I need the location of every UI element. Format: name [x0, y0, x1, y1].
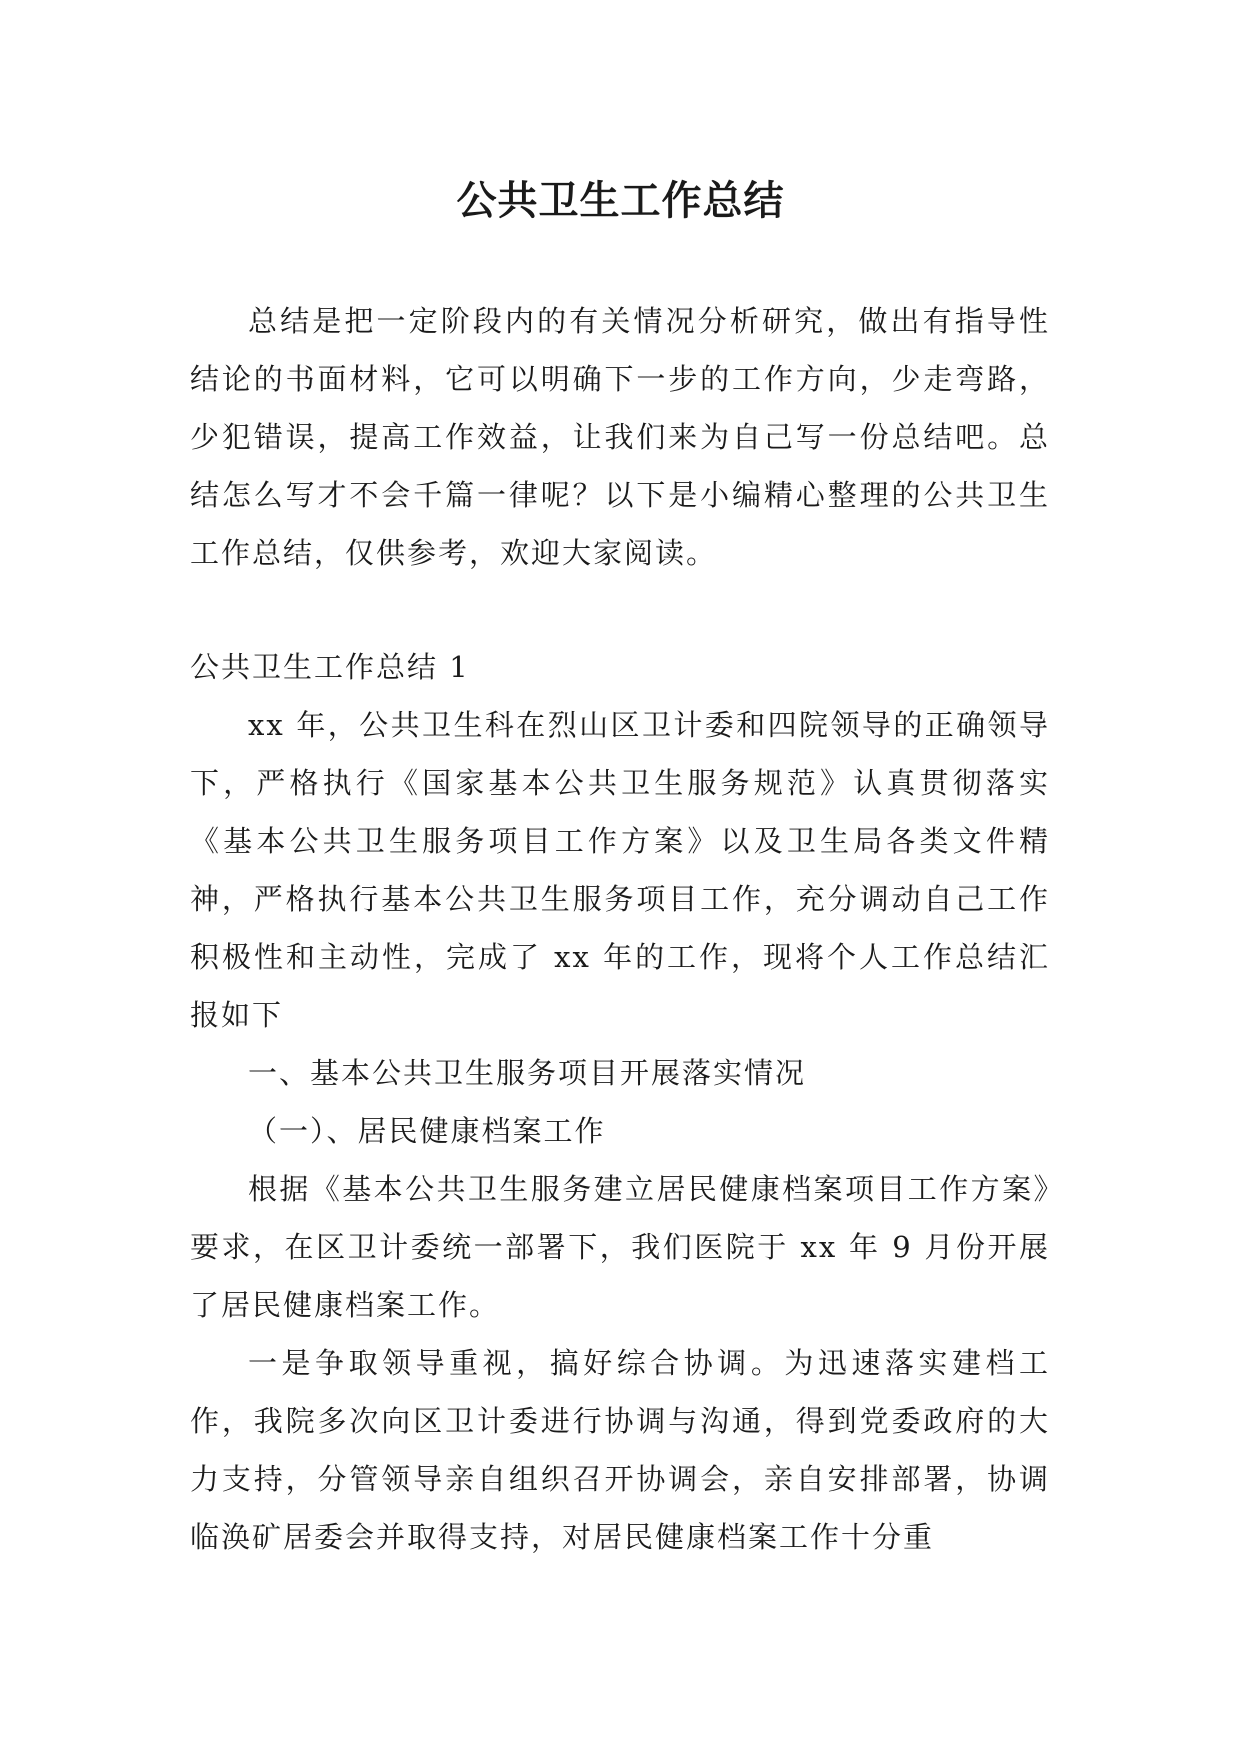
body-paragraph-2: 根据《基本公共卫生服务建立居民健康档案项目工作方案》要求，在区卫计委统一部署下，我们医院于 xx 年 9 月份开展了居民健康档案工作。 — [190, 1172, 1050, 1322]
body-paragraph-1: xx 年，公共卫生科在烈山区卫计委和四院领导的正确领导下，严格执行《国家基本公共卫生服务规范》认真贯彻落实《基本公共卫生服务项目工作方案》以及卫生局各类文件精神，严格执行基本公共卫生服务项目工作，充分调动自己工作积极性和主动性，完成了 xx 年的工作，现将个人工作总结汇报如下 — [190, 708, 1050, 1032]
subheading-2: （一）、居民健康档案工作 — [248, 1114, 606, 1148]
body-paragraph-3: 一是争取领导重视，搞好综合协调。为迅速落实建档工作，我院多次向区卫计委进行协调与沟通，得到党委政府的大力支持，分管领导亲自组织召开协调会，亲自安排部署，协调临涣矿居委会并取得支持，对居民健康档案工作十分重 — [190, 1346, 1050, 1554]
intro-paragraph: 总结是把一定阶段内的有关情况分析研究，做出有指导性结论的书面材料，它可以明确下一步的工作方向，少走弯路，少犯错误，提高工作效益，让我们来为自己写一份总结吧。总结怎么写才不会千篇一律呢？以下是小编精心整理的公共卫生工作总结，仅供参考，欢迎大家阅读。 — [190, 304, 1050, 570]
subheading-1: 一、基本公共卫生服务项目开展落实情况 — [248, 1056, 807, 1090]
section-heading: 公共卫生工作总结 1 — [190, 650, 470, 684]
document-body — [190, 292, 1050, 1566]
document-title: 公共卫生工作总结 — [456, 177, 785, 224]
